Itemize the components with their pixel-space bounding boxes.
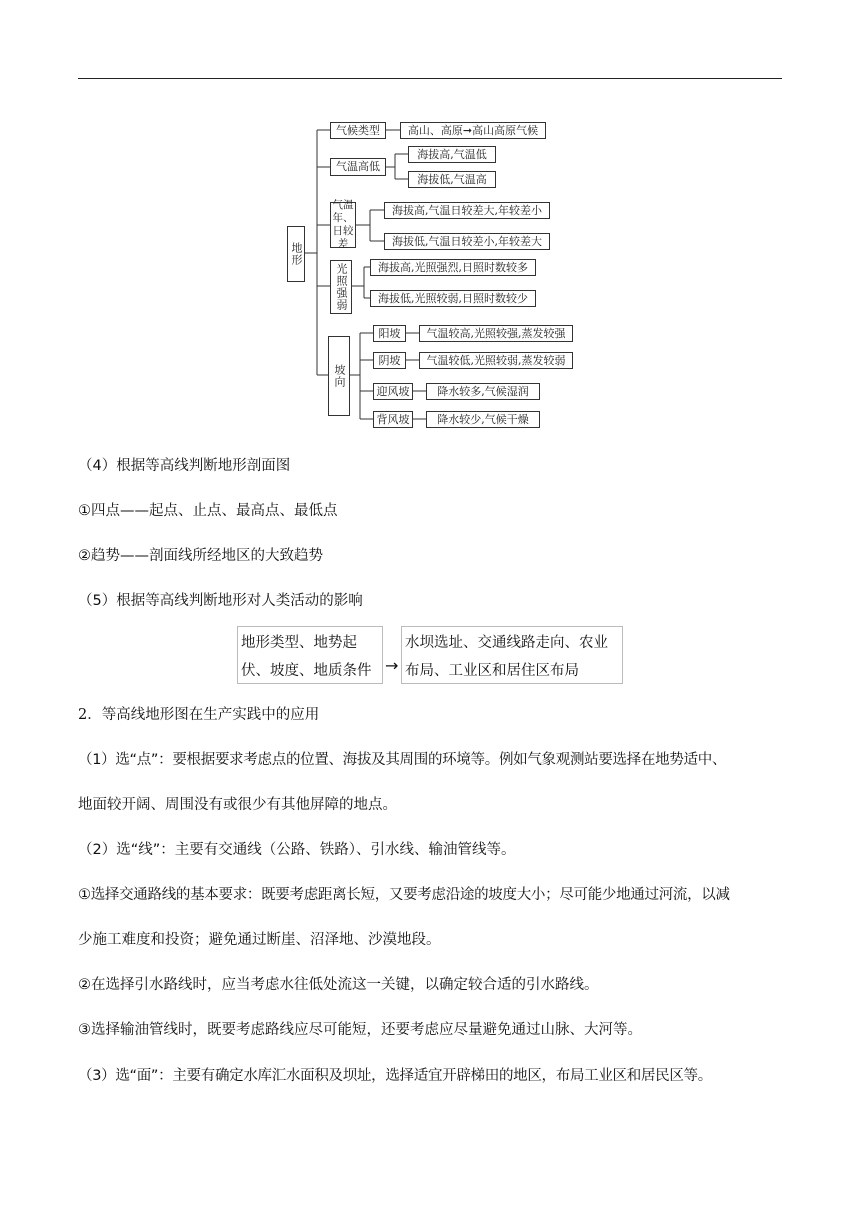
point-2-2-1a: ①选择交通路线的基本要求：既要考虑距离长短，又要考虑沿途的坡度大小；尽可能少地通过河流，以减 xyxy=(78,887,730,903)
point-2-2-1b: 少施工难度和投资；避免通过断崖、沼泽地、沙漠地段。 xyxy=(78,932,441,948)
influence-flow xyxy=(237,626,623,686)
heading-5: （5）根据等高线判断地形对人类活动的影响 xyxy=(78,593,363,609)
item-range-high: 海拔高,气温日较差大,年较差小 xyxy=(384,202,550,219)
section-2-heading: 2．等高线地形图在生产实践中的应用 xyxy=(78,707,320,723)
item-leeward-slope: 降水较少,气候干燥 xyxy=(426,411,540,428)
flow-left-line-2: 伏、坡度、地质条件 xyxy=(241,663,372,679)
heading-4: （4）根据等高线判断地形剖面图 xyxy=(78,458,291,474)
group-slope-aspect: 坡向 xyxy=(328,336,350,416)
item-shady-slope: 气温较低,光照较弱,蒸发较弱 xyxy=(419,352,573,369)
point-2-3: （3）选“面”：主要有确定水库汇水面积及坝址，选择适宜开辟梯田的地区，布局工业区和居民区等。 xyxy=(78,1068,712,1084)
sub-windward-slope: 迎风坡 xyxy=(373,383,413,400)
item-temperature-low: 海拔低,气温高 xyxy=(408,171,496,188)
flow-left-box xyxy=(237,626,383,684)
group-sunlight: 光照强弱 xyxy=(330,260,352,314)
flow-right-line-2: 布局、工业区和居住区布局 xyxy=(405,663,579,679)
item-range-low: 海拔低,气温日较差小,年较差大 xyxy=(384,233,550,250)
point-2-2-3: ③选择输油管线时，既要考虑路线应尽可能短，还要考虑应尽量避免通过山脉、大河等。 xyxy=(78,1022,642,1038)
point-4-2: ②趋势——剖面线所经地区的大致趋势 xyxy=(78,548,323,564)
group-climate-type: 气候类型 xyxy=(330,122,386,139)
point-2-1a: （1）选“点”：要根据要求考虑点的位置、海拔及其周围的环境等。例如气象观测站要选择在地势适中、 xyxy=(78,752,727,768)
terrain-influence-diagram xyxy=(284,118,584,436)
point-2-2-2: ②在选择引水路线时，应当考虑水往低处流这一关键，以确定较合适的引水路线。 xyxy=(78,977,599,993)
item-windward-slope: 降水较多,气候湿润 xyxy=(426,383,540,400)
point-2-1b: 地面较开阔、周围没有或很少有其他屏障的地点。 xyxy=(78,797,397,813)
header-rule xyxy=(78,78,782,79)
flow-left-line-1: 地形类型、地势起 xyxy=(241,635,357,651)
flow-arrow: → xyxy=(385,656,399,675)
item-sunlight-low: 海拔低,光照较弱,日照时数较少 xyxy=(370,290,536,307)
group-temperature-range: 气温年、日较差 xyxy=(330,202,356,248)
sub-leeward-slope: 背风坡 xyxy=(373,411,413,428)
item-sunny-slope: 气温较高,光照较强,蒸发较强 xyxy=(419,325,573,342)
item-temperature-high: 海拔高,气温低 xyxy=(408,146,496,163)
group-temperature: 气温高低 xyxy=(330,158,386,176)
point-4-1: ①四点——起点、止点、最高点、最低点 xyxy=(78,503,338,519)
flow-right-line-1: 水坝选址、交通线路走向、农业 xyxy=(405,635,608,651)
sub-sunny-slope: 阳坡 xyxy=(373,325,406,342)
point-2-2: （2）选“线”：主要有交通线（公路、铁路）、引水线、输油管线等。 xyxy=(78,842,516,858)
root-box: 地形 xyxy=(287,226,305,282)
sub-shady-slope: 阴坡 xyxy=(373,352,406,369)
item-sunlight-high: 海拔高,光照强烈,日照时数较多 xyxy=(370,259,536,276)
item-climate-type: 高山、高原➞高山高原气候 xyxy=(400,122,546,139)
flow-right-box xyxy=(401,626,623,684)
